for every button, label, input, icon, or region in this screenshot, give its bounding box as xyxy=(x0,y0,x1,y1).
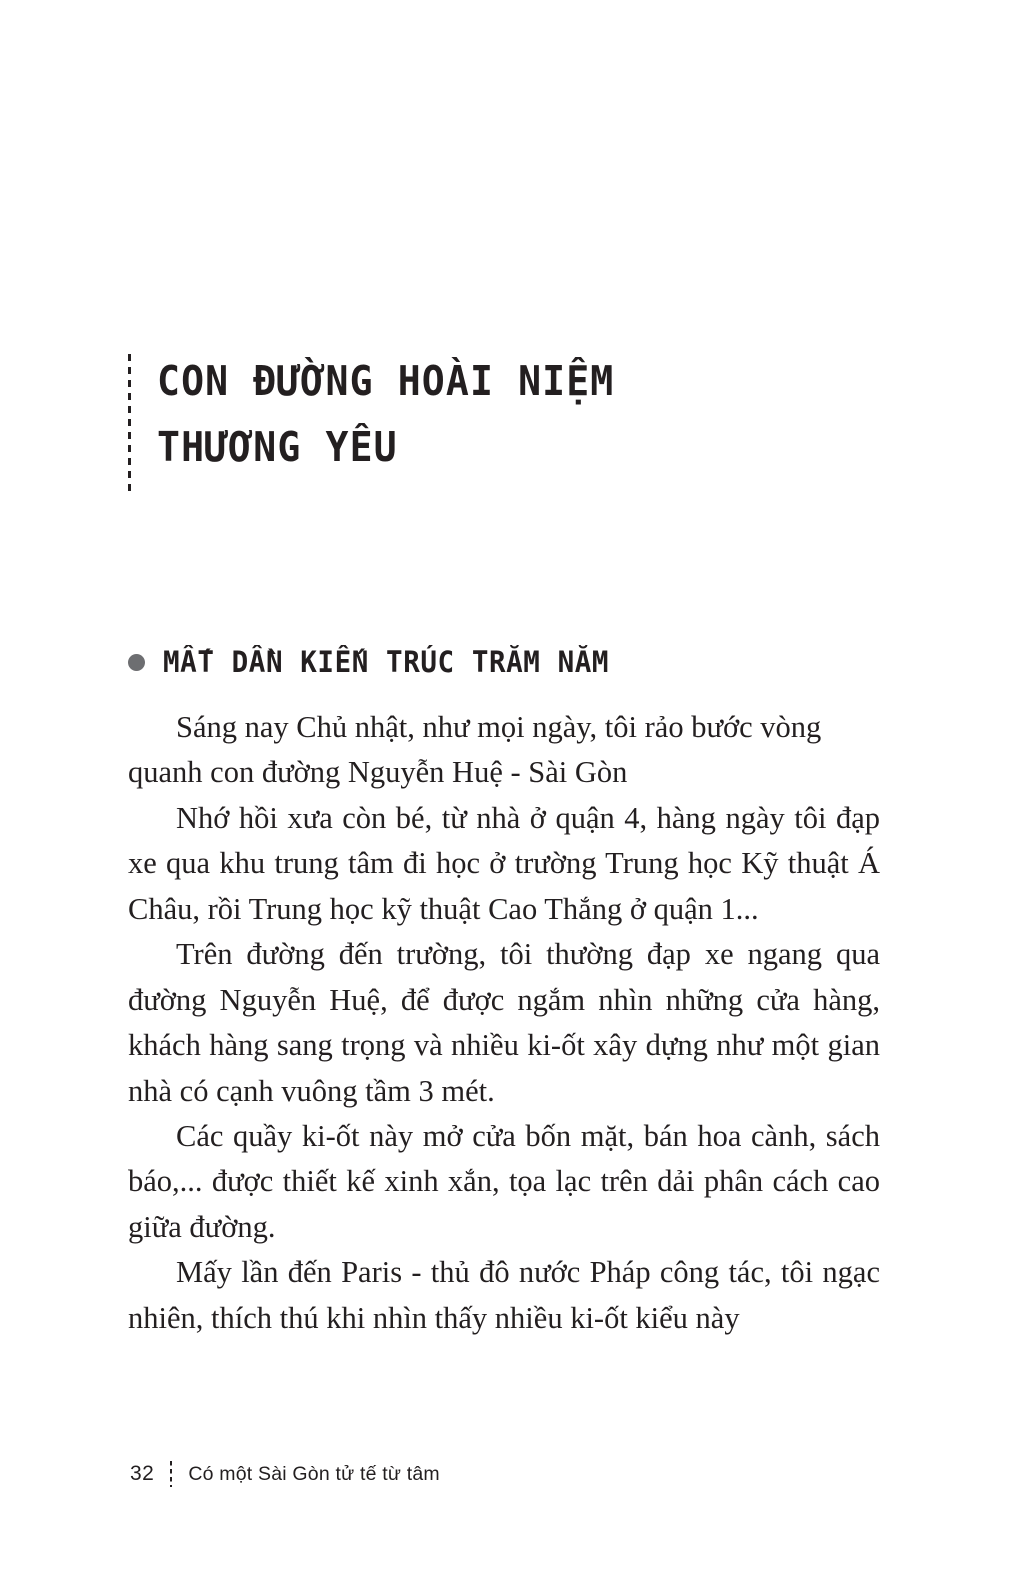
page-footer xyxy=(130,1461,440,1487)
chapter-title xyxy=(157,348,614,481)
paragraph: Các quầy ki-ốt này mở cửa bốn mặt, bán hoa cành, sách báo,... được thiết kế xinh xắn, tọa lạc trên dải phân cách cao giữa đường. xyxy=(128,1118,880,1244)
book-title: Có một Sài Gòn tử tế từ tâm xyxy=(188,1462,440,1485)
chapter-title-block xyxy=(128,348,888,494)
paragraph: Trên đường đến trường, tôi thường đạp xe ngang qua đường Nguyễn Huệ, để được ngắm nhìn những cửa hàng, khách hàng sang trọng và nhiều ki-ốt xây dựng như một gian nhà có cạnh vuông tầm 3 mét. xyxy=(128,937,880,1108)
section-heading-row xyxy=(128,645,918,679)
page-number: 32 xyxy=(130,1462,155,1485)
chapter-title-line-1: CON ĐƯỜNG HOÀI NIỆM xyxy=(157,357,615,405)
paragraph: Sáng nay Chủ nhật, như mọi ngày, tôi rảo bước vòng quanh con đường Nguyễn Huệ - Sài Gòn xyxy=(128,710,822,790)
paragraph: Nhớ hồi xưa còn bé, từ nhà ở quận 4, hàng ngày tôi đạp xe qua khu trung tâm đi học ở trường Trung học Kỹ thuật Á Châu, rồi Trung học kỹ thuật Cao Thắng ở quận 1... xyxy=(128,800,880,926)
bullet-icon xyxy=(128,654,145,671)
dashed-rule-decoration xyxy=(128,354,131,494)
paragraph: Mấy lần đến Paris - thủ đô nước Pháp công tác, tôi ngạc nhiên, thích thú khi nhìn thấy nhiều ki-ốt kiểu này xyxy=(128,1255,880,1335)
body-text xyxy=(128,705,880,1341)
footer-divider xyxy=(170,1461,172,1487)
chapter-title-line-2: THƯƠNG YÊU xyxy=(157,423,398,472)
section-heading: MẤT DẦN KIẾN TRÚC TRĂM NĂM xyxy=(163,645,610,679)
